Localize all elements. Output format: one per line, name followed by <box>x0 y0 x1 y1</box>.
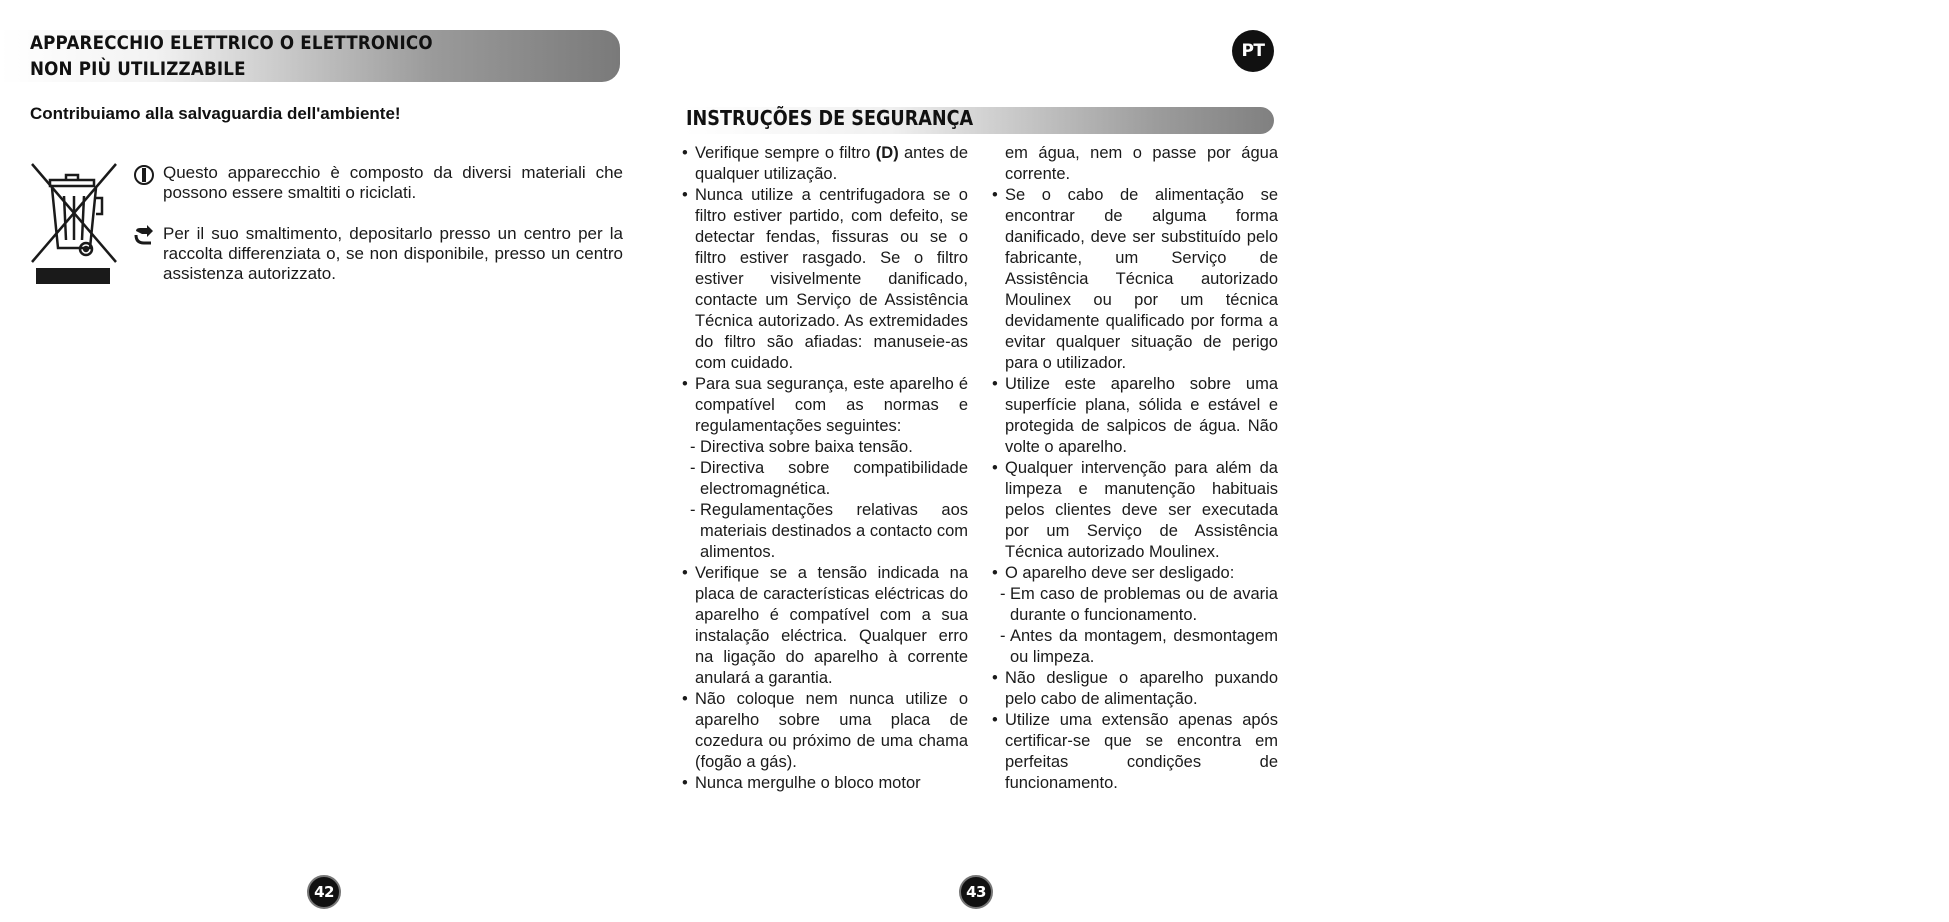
page-number-right: 43 <box>959 875 993 909</box>
crossed-bin-icon <box>28 158 120 286</box>
list-item <box>682 143 968 185</box>
heading-line-2: NON PIÙ UTILIZZABILE <box>30 58 246 80</box>
info-item-disposal <box>133 224 623 284</box>
text-column-1 <box>682 143 968 794</box>
sub-item: - Em caso de problemas ou de avaria durante o funcionamento. <box>992 584 1278 626</box>
list-item: • Se o cabo de alimentação se encontrar de alguma forma danificado, deve ser substituído pelo fabricante, um Serviço de Assistência Técnica autorizado Moulinex ou por um técnica devidamente qualificado por forma a evitar qualquer situação de perigo para o utilizador. <box>992 185 1278 374</box>
list-text: Verifique sempre o filtro <box>695 144 876 162</box>
info-icon <box>133 164 155 186</box>
section-heading: INSTRUÇÕES DE SEGURANÇA <box>686 106 974 130</box>
list-item: • Verifique se a tensão indicada na placa de características eléctricas do aparelho é compatível com a sua instalação eléctrica. Qualquer erro na ligação do aparelho à corrente anulará a garantia. <box>682 563 968 689</box>
list-item: • Não desligue o aparelho puxando pelo cabo de alimentação. <box>992 668 1278 710</box>
sub-item: - Antes da montagem, desmontagem ou limpeza. <box>992 626 1278 668</box>
left-page <box>0 0 650 922</box>
info-item-materials <box>133 163 623 203</box>
continued-text: em água, nem o passe por água corrente. <box>1005 144 1278 183</box>
list-item: • O aparelho deve ser desligado: <box>992 563 1278 584</box>
list-item: • Qualquer intervenção para além da limpeza e manutenção habituais pelos clientes deve ser executada por um Serviço de Assistência Técnica autorizado Moulinex. <box>992 458 1278 563</box>
list-text: antes de qualquer utilização. <box>695 144 968 183</box>
sub-item: - Directiva sobre compatibilidade electromagnética. <box>682 458 968 500</box>
filter-label: (D) <box>875 144 899 162</box>
list-item: • Utilize este aparelho sobre uma superfície plana, sólida e estável e protegida de salpicos de água. Não volte o aparelho. <box>992 374 1278 458</box>
info-text-disposal: Per il suo smaltimento, depositarlo presso un centro per la raccolta differenziata o, se non disponibile, presso un centro assistenza autorizzato. <box>163 224 623 283</box>
weee-bar <box>36 268 110 284</box>
sub-item: - Regulamentações relativas aos materiais destinados a contacto com alimentos. <box>682 500 968 563</box>
list-item: • Utilize uma extensão apenas após certificar-se que se encontra em perfeitas condições de funcionamento. <box>992 710 1278 794</box>
list-item: • Nunca mergulhe o bloco motor <box>682 773 968 794</box>
language-badge: PT <box>1232 30 1274 72</box>
info-text-materials: Questo apparecchio è composto da diversi materiali che possono essere smaltiti o riciclati. <box>163 163 623 202</box>
arrow-icon <box>133 225 155 247</box>
text-column-2 <box>992 143 1278 794</box>
list-item: • Nunca utilize a centrifugadora se o filtro estiver partido, com defeito, se detectar fendas, fissuras ou se o filtro estiver rasgado. Se o filtro estiver visivelmente danificado, contacte um Serviço de Assistência Técnica autorizado. As extremidades do filtro são afiadas: manuseie-as com cuidado. <box>682 185 968 374</box>
subheading: Contribuiamo alla salvaguardia dell'ambiente! <box>30 104 401 123</box>
heading-line-1: APPARECCHIO ELETTRICO O ELETTRONICO <box>30 32 433 54</box>
sub-item: - Directiva sobre baixa tensão. <box>682 437 968 458</box>
list-item: • Para sua segurança, este aparelho é compatível com as normas e regulamentações seguintes: <box>682 374 968 437</box>
list-item: • Não coloque nem nunca utilize o aparelho sobre uma placa de cozedura ou próximo de uma chama (fogão a gás). <box>682 689 968 773</box>
page-title <box>30 30 523 82</box>
page-number-left: 42 <box>307 875 341 909</box>
